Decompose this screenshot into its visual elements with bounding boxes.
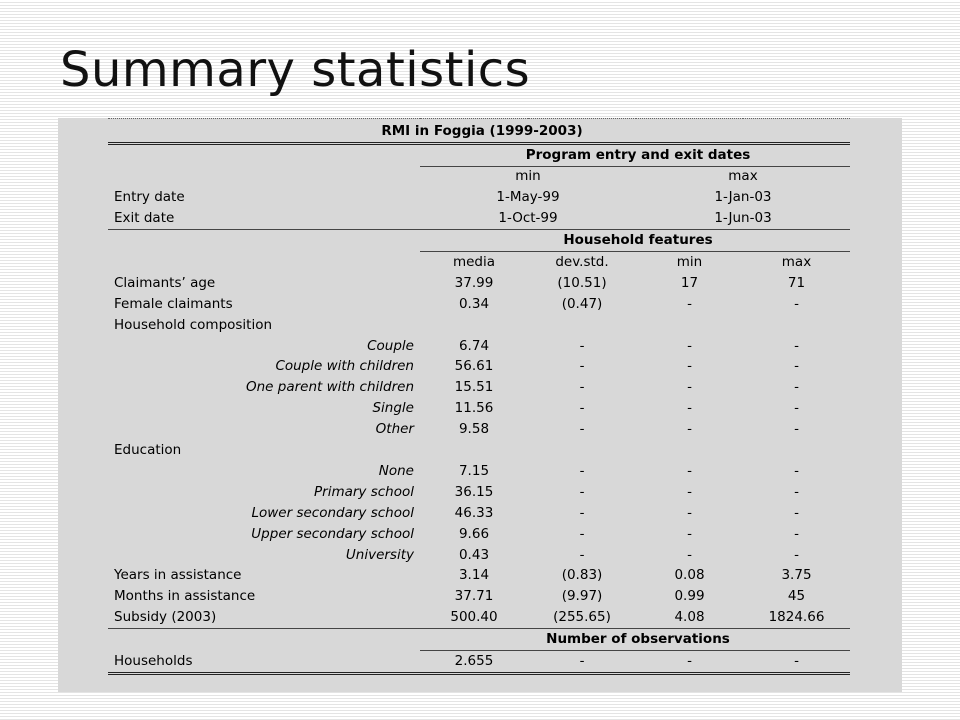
cell: 4.08: [674, 609, 705, 626]
cell: (0.83): [561, 567, 603, 584]
table-row: [108, 188, 850, 209]
observations-section-header: [108, 629, 850, 651]
row-label: University: [345, 546, 414, 563]
table-row: [108, 566, 850, 587]
cell: [636, 315, 743, 336]
table-row: [108, 482, 850, 503]
cell: -: [687, 295, 692, 312]
row-label: Other: [375, 421, 414, 438]
row-label: Household composition: [114, 316, 273, 333]
cell: 46.33: [454, 504, 494, 521]
row-label: Single: [372, 400, 414, 417]
cell: (9.97): [561, 588, 603, 605]
cell: -: [687, 483, 692, 500]
cell: (10.51): [557, 274, 607, 291]
cell: [528, 315, 636, 336]
row-label: One parent with children: [245, 379, 414, 396]
row-label: Households: [108, 651, 420, 674]
row-label: Years in assistance: [114, 567, 242, 584]
cell: -: [794, 546, 799, 563]
col-header-dev-std: dev.std.: [555, 254, 609, 271]
row-label: Upper secondary school: [251, 525, 414, 542]
cell: -: [794, 421, 799, 438]
program-col-header-row: [108, 166, 850, 187]
cell: -: [687, 421, 692, 438]
table-row: [108, 209, 850, 230]
col-header-min: min: [676, 254, 703, 271]
cell: 56.61: [454, 358, 494, 375]
cell: [420, 315, 528, 336]
table-row: [108, 419, 850, 440]
cell: 36.15: [454, 483, 494, 500]
row-label: Primary school: [314, 483, 414, 500]
slide-title: Summary statistics: [60, 42, 531, 98]
household-col-header-row: [108, 252, 850, 273]
observations-header: Number of observations: [420, 629, 850, 651]
table-row: [108, 336, 850, 357]
cell: -: [687, 546, 692, 563]
col-header-max: max: [781, 254, 812, 271]
cell: 2.655: [420, 651, 528, 674]
cell: -: [687, 462, 692, 479]
cell: 15.51: [454, 379, 494, 396]
row-label: Entry date: [114, 189, 185, 206]
program-section-header: [108, 143, 850, 166]
cell: 1-Oct-99: [498, 210, 558, 227]
cell: -: [579, 525, 585, 542]
cell: 0.99: [674, 588, 705, 605]
cell: 45: [787, 588, 806, 605]
table-row: [108, 357, 850, 378]
table-row: [108, 503, 850, 524]
table-row: [108, 651, 850, 674]
cell: 3.14: [458, 567, 490, 584]
cell: 500.40: [450, 609, 498, 626]
cell: 9.66: [458, 525, 490, 542]
row-label: Couple: [367, 337, 414, 354]
cell: 7.15: [458, 462, 490, 479]
cell: -: [579, 546, 585, 563]
cell: 11.56: [454, 400, 494, 417]
col-header-max: max: [728, 168, 758, 185]
row-label: Lower secondary school: [251, 504, 414, 521]
table-title: RMI in Foggia (1999-2003): [108, 121, 850, 143]
cell: (0.47): [561, 295, 603, 312]
cell: 17: [680, 274, 699, 291]
cell: -: [579, 483, 585, 500]
row-label: Subsidy (2003): [114, 609, 217, 626]
cell: 6.74: [458, 337, 490, 354]
table-row: [108, 587, 850, 608]
cell: 1824.66: [768, 609, 825, 626]
cell: -: [636, 651, 743, 674]
cell: -: [794, 379, 799, 396]
cell: (255.65): [553, 609, 611, 626]
table-row: [108, 440, 850, 461]
cell: -: [579, 421, 585, 438]
table-row: [108, 545, 850, 566]
cell: -: [687, 379, 692, 396]
household-section-header: [108, 230, 850, 252]
cell: -: [794, 504, 799, 521]
cell: -: [794, 400, 799, 417]
cell: [743, 315, 850, 336]
cell: -: [687, 400, 692, 417]
cell: -: [794, 358, 799, 375]
cell: -: [794, 462, 799, 479]
table-row: [108, 294, 850, 315]
cell: 37.71: [454, 588, 494, 605]
cell: -: [687, 337, 692, 354]
cell: -: [528, 651, 636, 674]
table-row: [108, 607, 850, 628]
cell: 0.43: [458, 546, 490, 563]
cell: [528, 440, 636, 461]
cell: -: [687, 358, 692, 375]
cell: [743, 440, 850, 461]
row-label: Education: [114, 442, 182, 459]
cell: -: [579, 462, 585, 479]
cell: -: [743, 651, 850, 674]
row-label: Female claimants: [114, 295, 233, 312]
table-row: [108, 461, 850, 482]
row-label: Months in assistance: [114, 588, 256, 605]
table-row: [108, 273, 850, 294]
cell: 71: [787, 274, 806, 291]
table-row: [108, 524, 850, 545]
summary-statistics-table: [108, 118, 850, 675]
cell: 1-Jun-03: [714, 210, 772, 227]
col-header-media: media: [452, 254, 496, 271]
cell: -: [579, 358, 585, 375]
row-label: Couple with children: [275, 358, 414, 375]
cell: -: [579, 379, 585, 396]
table-row: [108, 378, 850, 399]
cell: -: [794, 295, 799, 312]
cell: -: [794, 483, 799, 500]
cell: [420, 440, 528, 461]
cell: [636, 440, 743, 461]
cell: -: [579, 504, 585, 521]
cell: -: [687, 504, 692, 521]
household-header: Household features: [420, 230, 850, 252]
table-panel: [58, 118, 902, 692]
cell: 1-Jan-03: [714, 189, 772, 206]
cell: -: [687, 525, 692, 542]
table-row: [108, 315, 850, 336]
cell: -: [794, 337, 799, 354]
cell: 0.08: [674, 567, 705, 584]
row-label: None: [378, 462, 414, 479]
row-label: Claimants’ age: [114, 274, 216, 291]
cell: 9.58: [458, 421, 490, 438]
program-header: Program entry and exit dates: [420, 143, 850, 166]
cell: 3.75: [781, 567, 812, 584]
cell: 1-May-99: [496, 189, 560, 206]
row-label: Exit date: [114, 210, 175, 227]
table-title-row: [108, 121, 850, 143]
cell: -: [794, 525, 799, 542]
cell: 37.99: [454, 274, 494, 291]
col-header-min: min: [515, 168, 541, 185]
cell: -: [579, 400, 585, 417]
cell: -: [579, 337, 585, 354]
cell: 0.34: [458, 295, 490, 312]
table-row: [108, 399, 850, 420]
